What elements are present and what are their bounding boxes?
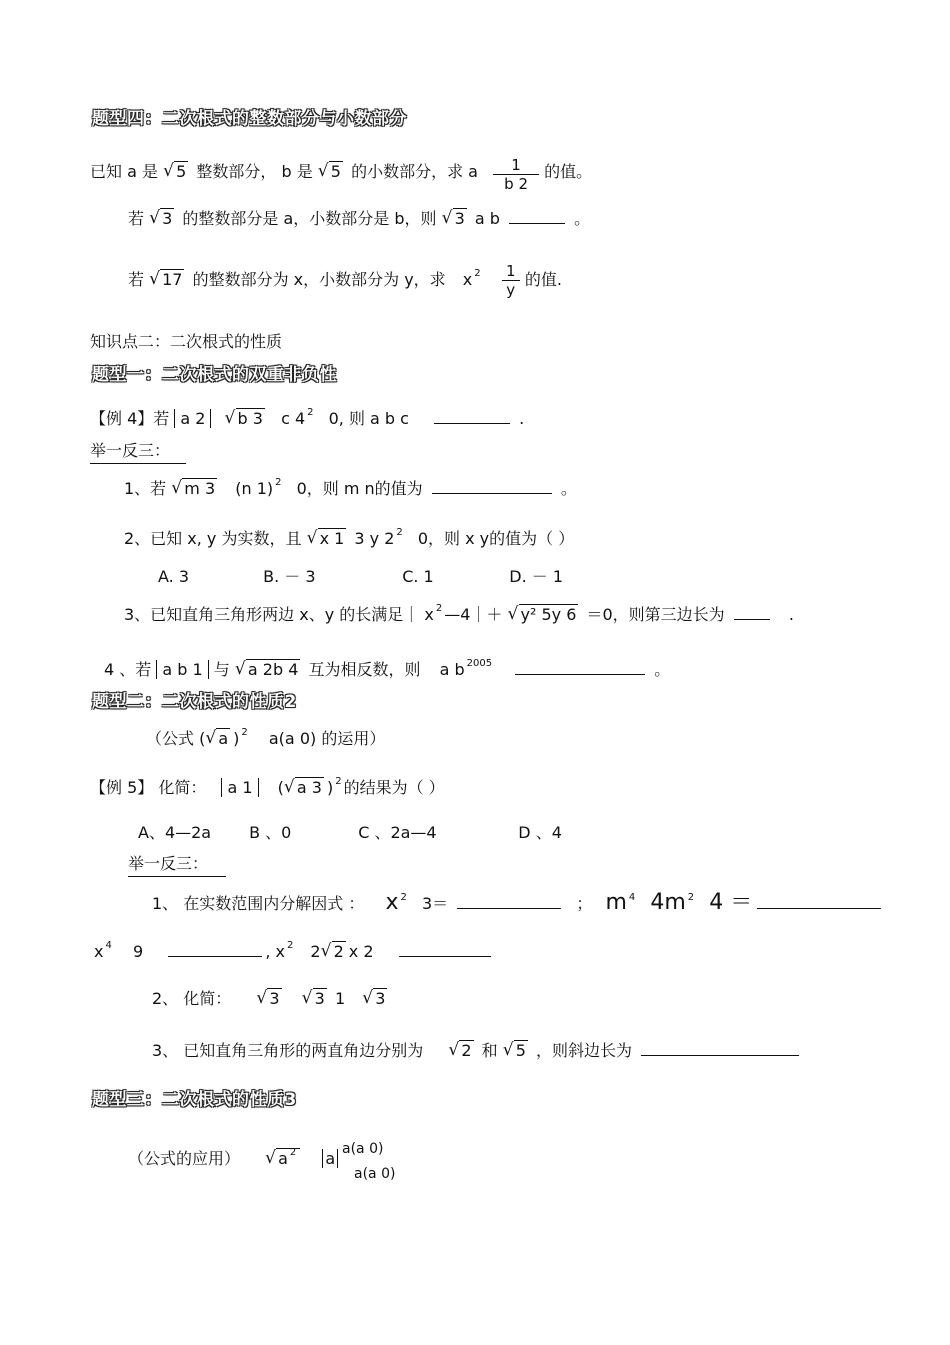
abs-expr: a — [322, 1149, 338, 1168]
problem-line-2: 若 √ 3 的整数部分是 a，小数部分是 b，则 √ 3 a b 。 — [128, 208, 590, 230]
sqrt-expr: √ 2 — [321, 941, 346, 963]
formula-3: （公式的应用） √ a $^2$ a — [128, 1148, 338, 1173]
sqrt-expr: √ 3 — [149, 208, 174, 230]
sqrt-expr: √ a — [205, 728, 230, 750]
practice-3: 3、 已知直角三角形的两直角边分别为 √ 2 和 √ 5 ，则斜边长为 — [152, 1040, 803, 1062]
knowledge-point-2: 知识点二：二次根式的性质 — [90, 332, 283, 351]
question-3: 3、已知直角三角形两边 x、y 的长满足｜ x $^2$ —4｜＋ √ y² 5y 6 ＝0，则第三边长为 . — [124, 604, 794, 629]
option-d[interactable]: D 、4 — [518, 823, 562, 842]
practice-1-b: x $^4$ 9 , x $^2$ 2√ 2 x 2 — [94, 941, 495, 966]
answer-blank[interactable] — [168, 942, 262, 957]
answer-blank[interactable] — [432, 479, 552, 494]
sqrt-expr: √ a 2b 4 — [235, 659, 301, 681]
problem-line-3: 若 √ 17 的整数部分为 x，小数部分为 y，求 x $^2$ $\frac{1}{y}$ 的值. — [128, 262, 562, 299]
problem-line-1 — [90, 154, 592, 191]
option-b[interactable]: B 、0 — [249, 823, 292, 842]
sqrt-expr: √ 5 — [163, 161, 188, 183]
formula-2: （公式 (√ a ) $^2$ a(a 0) 的运用） — [146, 728, 385, 753]
sqrt-expr: √ y² 5y 6 — [508, 604, 579, 626]
option-d[interactable]: D. － 1 — [509, 567, 564, 586]
example-5: 【例 5】 化简： a 1 (√ a 3 ) $^2$ 的结果为（ ） — [90, 777, 445, 802]
option-a[interactable]: A. 3 — [158, 567, 190, 586]
answer-blank[interactable] — [734, 605, 770, 620]
answer-blank[interactable] — [757, 894, 881, 909]
text: 已知 a 是 — [90, 162, 158, 181]
sqrt-expr: √ b 3 — [225, 408, 265, 430]
abs-expr: a 1 — [221, 778, 258, 797]
sqrt-expr: √ 3 — [442, 208, 467, 230]
answer-blank[interactable] — [434, 409, 510, 424]
abs-expr: a b 1 — [156, 660, 208, 679]
example-5-options — [138, 822, 618, 844]
sqrt-expr: √ 2 — [448, 1040, 473, 1062]
question-1: 1、若 √ m 3 (n 1) $^2$ 0，则 m n的值为 。 — [124, 478, 577, 503]
practice-label-1: 举一反三： — [90, 440, 186, 464]
sqrt-expr: √ 5 — [503, 1040, 528, 1062]
answer-blank[interactable] — [515, 660, 645, 675]
question-2-options — [158, 566, 609, 588]
sqrt-expr: √ 5 — [318, 161, 343, 183]
sqrt-expr: √ x 1 — [307, 528, 347, 550]
sqrt-expr: √ a 3 — [284, 777, 324, 799]
text: 的小数部分，求 a — [351, 162, 478, 181]
option-b[interactable]: B. － 3 — [263, 567, 316, 586]
sqrt-expr: √ m 3 — [171, 478, 217, 500]
question-2: 2、已知 x, y 为实数，且 √ x 1 3 y 2 $^2$ 0，则 x y的值为（ ） — [124, 528, 574, 553]
text: 整数部分， b 是 — [196, 162, 313, 181]
section-heading-4: 题型四：二次根式的整数部分与小数部分 — [92, 109, 407, 129]
answer-blank[interactable] — [457, 894, 561, 909]
answer-blank[interactable] — [399, 942, 491, 957]
answer-blank[interactable] — [641, 1041, 799, 1056]
sqrt-expr: √ 3 — [362, 988, 387, 1010]
fraction: $\frac{1}{y}$ — [502, 262, 520, 299]
option-c[interactable]: C 、2a—4 — [358, 823, 437, 842]
text: 的值。 — [544, 162, 593, 181]
practice-2: 2、 化简： √ 3 √ 3 1 √ 3 — [152, 988, 390, 1010]
case-2: a(a 0) — [354, 1166, 396, 1182]
case-1: a(a 0) — [342, 1141, 384, 1157]
section-heading-3: 题型三：二次根式的性质3 — [92, 1090, 297, 1110]
sqrt-expr: √ 17 — [149, 269, 184, 291]
section-heading-2: 题型二：二次根式的性质2 — [92, 692, 297, 712]
example-4: 【例 4】若 a 2 √ b 3 c 4 $^2$ 0, 则 a b c . — [90, 408, 524, 433]
abs-expr: a 2 — [174, 409, 211, 428]
sqrt-expr: √ a $^2$ — [265, 1148, 300, 1173]
answer-blank[interactable] — [509, 209, 565, 224]
sqrt-expr: √ 3 — [256, 988, 281, 1010]
practice-label-2: 举一反三： — [128, 853, 226, 877]
fraction: $\frac{1}{b 2}$ — [493, 156, 539, 193]
sqrt-expr: √ 3 — [302, 988, 327, 1010]
option-c[interactable]: C. 1 — [402, 567, 434, 586]
question-4: 4 、若 a b 1 与 √ a 2b 4 互为相反数，则 a b $^{2005}$ 。 — [104, 659, 670, 684]
practice-1: 1、 在实数范围内分解因式 ： x $^2$ 3＝ ； m $^4$ 4m $^2$ 4 ＝ — [152, 892, 885, 918]
section-heading-1: 题型一：二次根式的双重非负性 — [92, 365, 337, 385]
option-a[interactable]: A、4—2a — [138, 823, 212, 842]
